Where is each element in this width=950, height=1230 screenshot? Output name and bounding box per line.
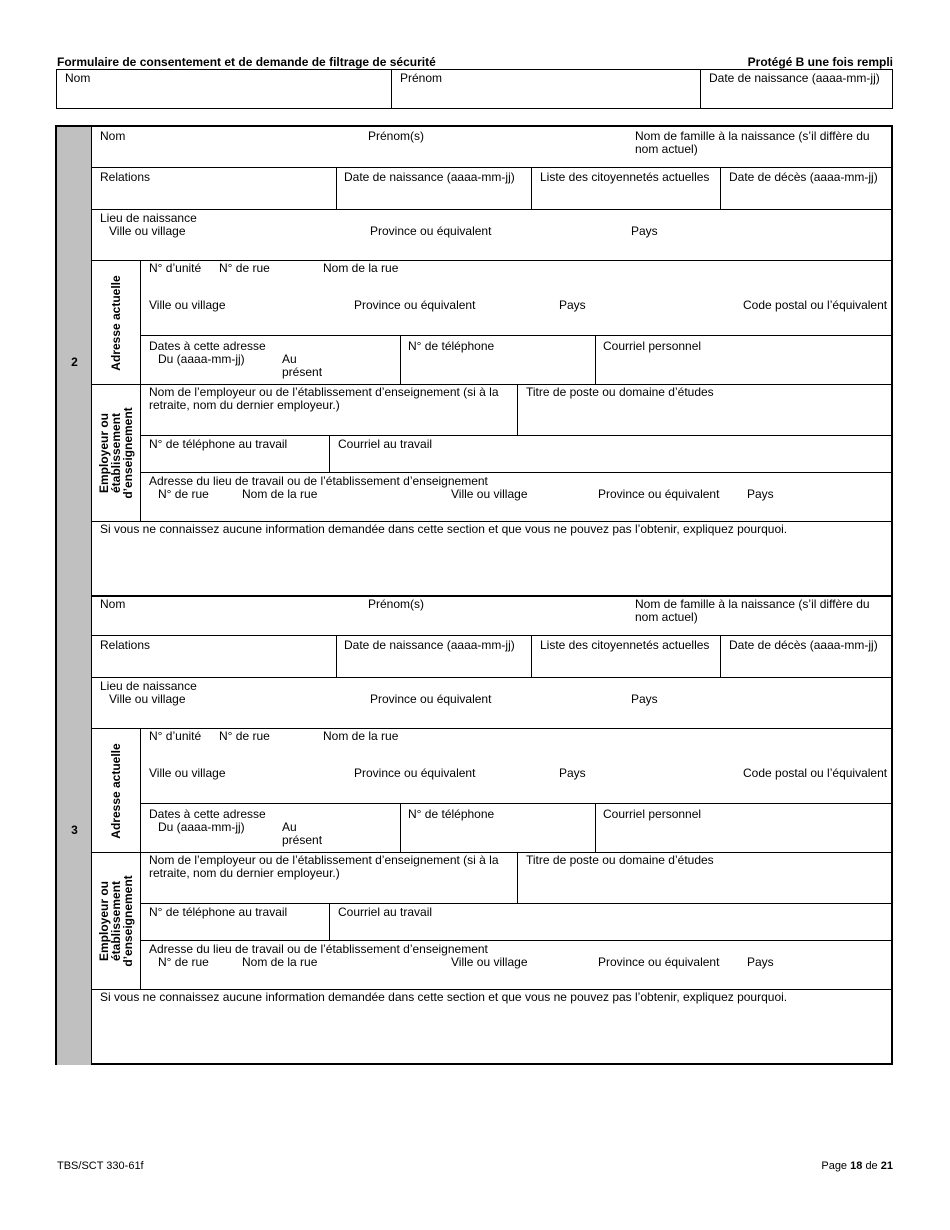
dates-at-address-label: Dates à cette adresse [149, 339, 266, 353]
postal-label[interactable]: Code postal ou l’équivalent [743, 298, 888, 312]
citizenships-field[interactable]: Liste des citoyennetés actuelles [540, 170, 710, 184]
present-label: présent [282, 833, 323, 847]
citizenships-field[interactable]: Liste des citoyennetés actuelles [540, 638, 710, 652]
applicant-prenom-label: Prénom [400, 71, 443, 85]
relations-field[interactable]: Relations [100, 170, 151, 184]
unknown-info-label: Si vous ne connaissez aucune information demandée dans cette section et que vous ne pouvez pas l’obtenir, expliquez pourquoi. [100, 990, 788, 1004]
city-label[interactable]: Ville ou village [149, 766, 226, 780]
address-side-label: Adresse actuelle [92, 261, 141, 384]
nom-label: Nom [100, 129, 126, 143]
address-side-label: Adresse actuelle [92, 729, 141, 852]
dob-field[interactable]: Date de naissance (aaaa-mm-jj) [344, 170, 515, 184]
work-address-label: Adresse du lieu de travail ou de l’établissement d’enseignement [149, 942, 488, 956]
street-no-label[interactable]: N° de rue [219, 729, 270, 743]
birthplace-label: Lieu de naissance [100, 679, 197, 693]
unknown-info-field[interactable] [92, 990, 891, 1065]
unknown-info-label: Si vous ne connaissez aucune information demandée dans cette section et que vous ne pouvez pas l’obtenir, expliquez pourquoi. [100, 522, 788, 536]
section-number: 2 [71, 355, 78, 369]
names-row[interactable] [92, 127, 891, 168]
dob-field[interactable]: Date de naissance (aaaa-mm-jj) [344, 638, 515, 652]
city-label[interactable]: Ville ou village [149, 298, 226, 312]
form-title: Formulaire de consentement et de demande de filtrage de sécurité [57, 55, 436, 69]
work-city-field[interactable]: Ville ou village [451, 487, 528, 501]
section-number-column [57, 595, 92, 1065]
work-street-name-field[interactable]: Nom de la rue [242, 487, 318, 501]
employer-block [92, 385, 891, 522]
relative-section-2 [55, 125, 893, 595]
work-street-no-field[interactable]: N° de rue [158, 487, 209, 501]
job-title-field[interactable]: Titre de poste ou domaine d’études [526, 853, 714, 867]
work-country-field[interactable]: Pays [747, 955, 774, 969]
employer-block [92, 853, 891, 990]
work-address-label: Adresse du lieu de travail ou de l’établissement d’enseignement [149, 474, 488, 488]
from-date-field[interactable]: Du (aaaa-mm-jj) [158, 352, 245, 366]
province-label[interactable]: Province ou équivalent [354, 766, 476, 780]
from-date-field[interactable]: Du (aaaa-mm-jj) [158, 820, 245, 834]
unknown-info-field[interactable] [92, 522, 891, 597]
applicant-prenom-field[interactable] [392, 70, 701, 108]
applicant-dob-field[interactable] [701, 70, 892, 108]
death-date-field[interactable]: Date de décès (aaaa-mm-jj) [729, 170, 878, 184]
email-field[interactable]: Courriel personnel [603, 807, 702, 821]
birthplace-row[interactable] [92, 678, 891, 729]
country-label[interactable]: Pays [559, 766, 586, 780]
birth-province-label: Province ou équivalent [370, 224, 492, 238]
employer-side-label: Employeur ou établissement d’enseignement [92, 385, 141, 521]
applicant-nom-field[interactable] [57, 70, 392, 108]
employer-name-label-1[interactable]: Nom de l’employeur ou de l’établissement d’enseignement (si à la [149, 385, 499, 399]
work-province-field[interactable]: Province ou équivalent [598, 955, 720, 969]
employer-name-label-2: retraite, nom du dernier employeur.) [149, 866, 340, 880]
birth-country-label: Pays [631, 692, 658, 706]
section-number-column [57, 127, 92, 595]
province-label[interactable]: Province ou équivalent [354, 298, 476, 312]
death-date-field[interactable]: Date de décès (aaaa-mm-jj) [729, 638, 878, 652]
prenoms-label: Prénom(s) [368, 597, 425, 611]
section-number: 3 [71, 823, 78, 837]
postal-label[interactable]: Code postal ou l’équivalent [743, 766, 888, 780]
page-number: Page 18 de 21 [821, 1160, 893, 1172]
work-city-field[interactable]: Ville ou village [451, 955, 528, 969]
birth-name-label-1: Nom de famille à la naissance (s’il diffère du [635, 129, 870, 143]
classification-label: Protégé B une fois rempli [747, 55, 893, 69]
employer-side-label: Employeur ou établissement d’enseignement [92, 853, 141, 989]
work-street-name-field[interactable]: Nom de la rue [242, 955, 318, 969]
street-name-label[interactable]: Nom de la rue [323, 261, 399, 275]
employer-name-label-1[interactable]: Nom de l’employeur ou de l’établissement d’enseignement (si à la [149, 853, 499, 867]
address-block [92, 729, 891, 853]
names-row[interactable] [92, 595, 891, 636]
work-email-field[interactable]: Courriel au travail [338, 905, 433, 919]
unit-no-label[interactable]: N° d’unité [149, 729, 202, 743]
birth-name-label-1: Nom de famille à la naissance (s’il diffère du [635, 597, 870, 611]
relations-field[interactable]: Relations [100, 638, 151, 652]
country-label[interactable]: Pays [559, 298, 586, 312]
applicant-header-box [56, 69, 893, 109]
dates-at-address-label: Dates à cette adresse [149, 807, 266, 821]
work-phone-field[interactable]: N° de téléphone au travail [149, 437, 288, 451]
birth-name-label-2: nom actuel) [635, 142, 698, 156]
prenoms-label: Prénom(s) [368, 129, 425, 143]
work-phone-field[interactable]: N° de téléphone au travail [149, 905, 288, 919]
street-name-label[interactable]: Nom de la rue [323, 729, 399, 743]
birth-province-label: Province ou équivalent [370, 692, 492, 706]
nom-label: Nom [100, 597, 126, 611]
work-province-field[interactable]: Province ou équivalent [598, 487, 720, 501]
work-street-no-field[interactable]: N° de rue [158, 955, 209, 969]
to-label: Au [282, 820, 297, 834]
work-country-field[interactable]: Pays [747, 487, 774, 501]
address-block [92, 261, 891, 385]
relative-section-3 [55, 595, 893, 1065]
birth-city-label: Ville ou village [109, 692, 186, 706]
birth-name-label-2: nom actuel) [635, 610, 698, 624]
email-field[interactable]: Courriel personnel [603, 339, 702, 353]
to-label: Au [282, 352, 297, 366]
applicant-nom-label: Nom [65, 71, 91, 85]
phone-field[interactable]: N° de téléphone [408, 339, 495, 353]
form-id: TBS/SCT 330-61f [57, 1160, 144, 1172]
relations-row [92, 168, 891, 210]
phone-field[interactable]: N° de téléphone [408, 807, 495, 821]
job-title-field[interactable]: Titre de poste ou domaine d’études [526, 385, 714, 399]
birth-city-label: Ville ou village [109, 224, 186, 238]
unit-no-label[interactable]: N° d’unité [149, 261, 202, 275]
present-label: présent [282, 365, 323, 379]
birthplace-label: Lieu de naissance [100, 211, 197, 225]
relations-row [92, 636, 891, 678]
applicant-dob-label: Date de naissance (aaaa-mm-jj) [709, 71, 880, 85]
birth-country-label: Pays [631, 224, 658, 238]
work-email-field[interactable]: Courriel au travail [338, 437, 433, 451]
street-no-label[interactable]: N° de rue [219, 261, 270, 275]
employer-name-label-2: retraite, nom du dernier employeur.) [149, 398, 340, 412]
birthplace-row[interactable] [92, 210, 891, 261]
